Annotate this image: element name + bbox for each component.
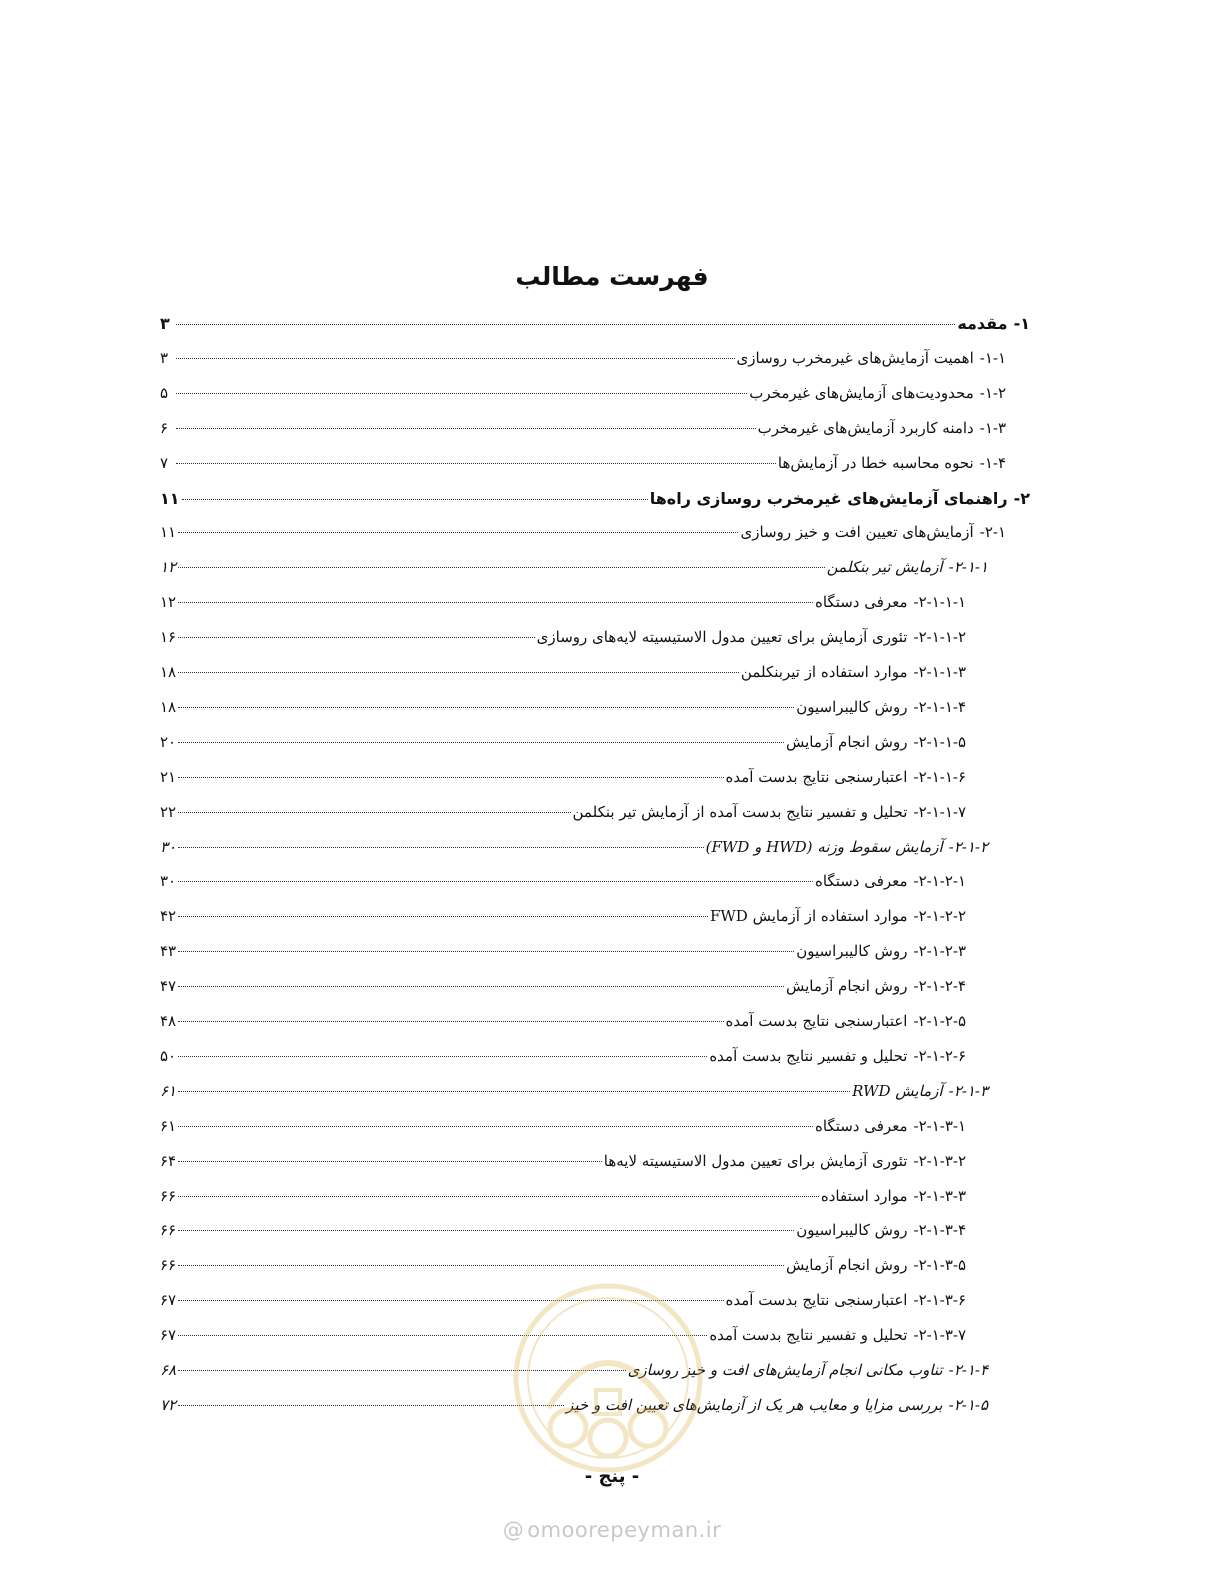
toc-entry-page-number: ۶۶ (160, 1256, 177, 1275)
toc-entry-page-number: ۱۱ (160, 488, 180, 508)
toc-entry-title: اعتبارسنجی نتایج بدست آمده (725, 1291, 908, 1310)
toc-entry-page-number: ۶۷ (160, 1291, 177, 1310)
toc-entry-title: تئوری آزمایش برای تعیین مدول الاستیسیته لایه‌ها (603, 1151, 908, 1170)
toc-entry-page-number: ۱۲ (160, 593, 177, 612)
at-sign-icon: @ (502, 1518, 525, 1542)
toc-entry-page-number: ۶۷ (160, 1326, 177, 1345)
toc-entry-title: موارد استفاده (820, 1186, 908, 1205)
toc-entry-title: اهمیت آزمایش‌های غیرمخرب روسازی (736, 348, 974, 367)
toc-entry-title: موارد استفاده از آزمایش FWD (709, 907, 908, 926)
toc-entry-number: ۲-۱-۱-۳- (913, 663, 966, 681)
toc-dot-leader (178, 1021, 723, 1022)
toc-entry (160, 523, 1006, 553)
toc-entry-page-number: ۶ (160, 418, 169, 437)
toc-entry-number: ۲- (1013, 488, 1030, 508)
toc-entry-number: ۱- (1013, 314, 1030, 333)
table-of-contents (0, 314, 1224, 1434)
toc-entry (160, 454, 1006, 484)
toc-entry-page-number: ۳ (160, 314, 170, 333)
toc-entry (160, 1152, 966, 1182)
toc-entry-page-number: ۱۲ (160, 558, 177, 577)
toc-entry (160, 593, 966, 623)
toc-entry-number: ۲-۱-۴- (948, 1361, 988, 1379)
toc-entry (160, 314, 1030, 344)
toc-entry (160, 1396, 988, 1426)
toc-entry-number: ۲-۱-۱-۷- (913, 802, 966, 821)
toc-dot-leader (178, 916, 708, 917)
toc-entry-title: روش انجام آزمایش (785, 732, 908, 751)
toc-entry-title: معرفی دستگاه (815, 872, 908, 891)
toc-entry-title: معرفی دستگاه (815, 1116, 908, 1135)
toc-entry-title: آزمایش تیر بنکلمن (826, 558, 943, 577)
toc-entry (160, 663, 966, 693)
toc-entry-title: تحلیل و تفسیر نتایج بدست آمده (709, 1046, 908, 1065)
toc-entry-page-number: ۴۷ (160, 977, 177, 996)
page-number-footer: - پنج - (584, 1466, 640, 1487)
toc-entry-title: بررسی مزایا و معایب هر یک از آزمایش‌های تعیین افت و خیز (566, 1395, 943, 1414)
toc-entry-page-number: ۴۳ (160, 942, 177, 961)
toc-dot-leader (178, 847, 704, 848)
toc-entry-title: محدودیت‌های آزمایش‌های غیرمخرب (749, 383, 974, 402)
toc-entry-number: ۱-۲- (979, 383, 1006, 402)
toc-dot-leader (178, 1196, 819, 1197)
toc-dot-leader (178, 1230, 794, 1231)
toc-entry (160, 1361, 988, 1391)
toc-entry-number: ۲-۱-۳-۴- (913, 1221, 966, 1240)
toc-entry-number: ۲-۱-۳-۱- (913, 1116, 966, 1135)
toc-entry-number: ۲-۱-۱-۴- (913, 697, 966, 716)
toc-entry-title: روش کالیبراسیون (796, 697, 908, 716)
toc-dot-leader (178, 707, 794, 708)
toc-entry-page-number: ۱۱ (160, 523, 177, 542)
toc-entry-number: ۲-۱-۱- (948, 558, 988, 577)
toc-entry-page-number: ۷۲ (160, 1395, 177, 1414)
toc-entry-page-number: ۲۲ (160, 802, 177, 821)
toc-entry-number: ۲-۱-۱-۵- (913, 732, 966, 751)
toc-entry-title: روش انجام آزمایش (785, 1256, 908, 1275)
toc-entry-page-number: ۴۲ (160, 907, 177, 926)
toc-entry (160, 733, 966, 763)
toc-entry-title: آزمایش سقوط وزنه (HWD و FWD) (705, 837, 943, 856)
toc-entry (160, 349, 1006, 379)
toc-dot-leader (178, 777, 723, 778)
toc-entry-number: ۲-۱-۲- (948, 837, 988, 856)
toc-entry (160, 489, 1030, 519)
toc-entry-number: ۲-۱-۱-۲- (913, 628, 966, 647)
toc-entry-page-number: ۴۸ (160, 1012, 177, 1030)
toc-entry-title: روش کالیبراسیون (796, 1221, 908, 1240)
toc-dot-leader (178, 637, 535, 638)
toc-entry-number: ۲-۱-۳-۶- (913, 1291, 966, 1310)
toc-entry (160, 1012, 966, 1042)
toc-dot-leader (178, 1126, 813, 1127)
toc-entry-title: آزمایش RWD (852, 1081, 943, 1100)
toc-entry (160, 907, 966, 937)
toc-entry-title: تحلیل و تفسیر نتایج بدست آمده از آزمایش تیر بنکلمن (572, 802, 908, 821)
toc-dot-leader (178, 1161, 602, 1162)
toc-entry-title: تناوب مکانی انجام آزمایش‌های افت و خیز روسازی (627, 1361, 943, 1379)
toc-entry-page-number: ۳۰ (160, 872, 177, 891)
toc-entry-page-number: ۱۸ (160, 697, 177, 716)
toc-entry-page-number: ۱۶ (160, 628, 177, 647)
toc-dot-leader (178, 812, 570, 813)
toc-entry (160, 384, 1006, 414)
toc-entry-page-number: ۳۰ (160, 837, 177, 856)
toc-entry (160, 698, 966, 728)
toc-entry (160, 1326, 966, 1356)
toc-entry (160, 1117, 966, 1147)
toc-dot-leader (176, 324, 955, 325)
toc-entry-number: ۲-۱-۱-۶- (913, 767, 966, 786)
toc-entry-page-number: ۲۰ (160, 732, 177, 751)
toc-entry-title: تحلیل و تفسیر نتایج بدست آمده (709, 1326, 908, 1345)
toc-entry-page-number: ۳ (160, 348, 169, 367)
toc-entry-page-number: ۶۴ (160, 1151, 177, 1170)
toc-entry-number: ۲-۱-۳- (948, 1081, 988, 1100)
toc-entry-title: نحوه محاسبه خطا در آزمایش‌ها (777, 453, 974, 472)
toc-entry (160, 977, 966, 1007)
toc-entry-title: روش انجام آزمایش (785, 977, 908, 996)
toc-entry-title: اعتبارسنجی نتایج بدست آمده (725, 767, 908, 786)
toc-entry-page-number: ۵ (160, 383, 169, 402)
toc-dot-leader (176, 393, 747, 394)
toc-entry-page-number: ۶۶ (160, 1221, 177, 1240)
toc-entry (160, 942, 966, 972)
toc-dot-leader (176, 358, 735, 359)
toc-dot-leader (178, 1370, 625, 1371)
toc-entry-title: مقدمه (957, 314, 1008, 333)
toc-dot-leader (178, 602, 813, 603)
toc-dot-leader (178, 567, 825, 568)
toc-entry-number: ۲-۱-۲-۴- (913, 977, 966, 996)
toc-dot-leader (178, 1335, 707, 1336)
toc-entry (160, 1187, 966, 1217)
toc-entry-title: اعتبارسنجی نتایج بدست آمده (725, 1012, 908, 1030)
toc-entry-page-number: ۲۱ (160, 767, 177, 786)
toc-entry-number: ۲-۱-۲-۵- (913, 1012, 966, 1030)
toc-entry-title: راهنمای آزمایش‌های غیرمخرب روسازی راه‌ها (649, 488, 1008, 508)
toc-entry-number: ۲-۱-۲-۶- (913, 1046, 966, 1065)
toc-entry-number: ۲-۱-۲-۲- (913, 907, 966, 926)
toc-entry-title: دامنه کاربرد آزمایش‌های غیرمخرب (757, 418, 974, 437)
toc-entry (160, 1082, 988, 1112)
toc-entry (160, 558, 988, 588)
toc-dot-leader (176, 428, 756, 429)
toc-entry-number: ۲-۱-۱-۱- (913, 593, 966, 612)
toc-entry-number: ۱-۱- (979, 348, 1006, 367)
toc-entry-page-number: ۷ (160, 453, 169, 472)
toc-dot-leader (182, 499, 648, 500)
toc-entry (160, 1047, 966, 1077)
toc-entry-page-number: ۶۱ (160, 1116, 177, 1135)
toc-dot-leader (178, 532, 738, 533)
toc-dot-leader (178, 1405, 564, 1406)
toc-entry-number: ۲-۱-۲-۳- (913, 942, 966, 961)
toc-entry-number: ۲-۱-۵- (948, 1395, 988, 1414)
toc-entry-page-number: ۵۰ (160, 1046, 177, 1065)
toc-entry-page-number: ۶۶ (160, 1186, 177, 1205)
toc-entry (160, 872, 966, 902)
toc-entry-title: موارد استفاده از تیربنکلمن (740, 663, 908, 681)
toc-entry (160, 838, 988, 868)
toc-dot-leader (178, 1265, 784, 1266)
toc-entry (160, 419, 1006, 449)
toc-dot-leader (176, 463, 776, 464)
toc-entry-page-number: ۱۸ (160, 663, 177, 681)
toc-dot-leader (178, 881, 813, 882)
page-title: فهرست مطالب (515, 262, 709, 291)
toc-dot-leader (178, 1056, 707, 1057)
toc-entry-number: ۲-۱-۳-۵- (913, 1256, 966, 1275)
toc-entry-page-number: ۶۱ (160, 1081, 177, 1100)
toc-entry-number: ۲-۱-۳-۳- (913, 1186, 966, 1205)
toc-entry (160, 803, 966, 833)
toc-entry-number: ۲-۱-۳-۷- (913, 1326, 966, 1345)
toc-dot-leader (178, 672, 739, 673)
toc-entry-title: معرفی دستگاه (815, 593, 908, 612)
toc-entry (160, 768, 966, 798)
toc-entry-title: تئوری آزمایش برای تعیین مدول الاستیسیته لایه‌های روسازی (536, 628, 908, 647)
toc-entry-number: ۲-۱-۳-۲- (913, 1151, 966, 1170)
toc-entry-number: ۱-۴- (979, 453, 1006, 472)
watermark-url (0, 1518, 1224, 1542)
toc-entry (160, 628, 966, 658)
toc-dot-leader (178, 951, 794, 952)
toc-entry-title: روش کالیبراسیون (796, 942, 908, 961)
toc-entry (160, 1291, 966, 1321)
toc-dot-leader (178, 742, 784, 743)
toc-entry-number: ۱-۳- (979, 418, 1006, 437)
toc-entry (160, 1256, 966, 1286)
toc-entry (160, 1221, 966, 1251)
toc-entry-page-number: ۶۸ (160, 1361, 177, 1379)
watermark-url-text: omoorepeyman.ir (527, 1518, 722, 1542)
toc-dot-leader (178, 986, 784, 987)
toc-entry-number: ۲-۱- (979, 523, 1006, 542)
toc-entry-number: ۲-۱-۲-۱- (913, 872, 966, 891)
toc-dot-leader (178, 1091, 850, 1092)
toc-entry-title: آزمایش‌های تعیین افت و خیز روسازی (740, 523, 974, 542)
toc-dot-leader (178, 1300, 723, 1301)
